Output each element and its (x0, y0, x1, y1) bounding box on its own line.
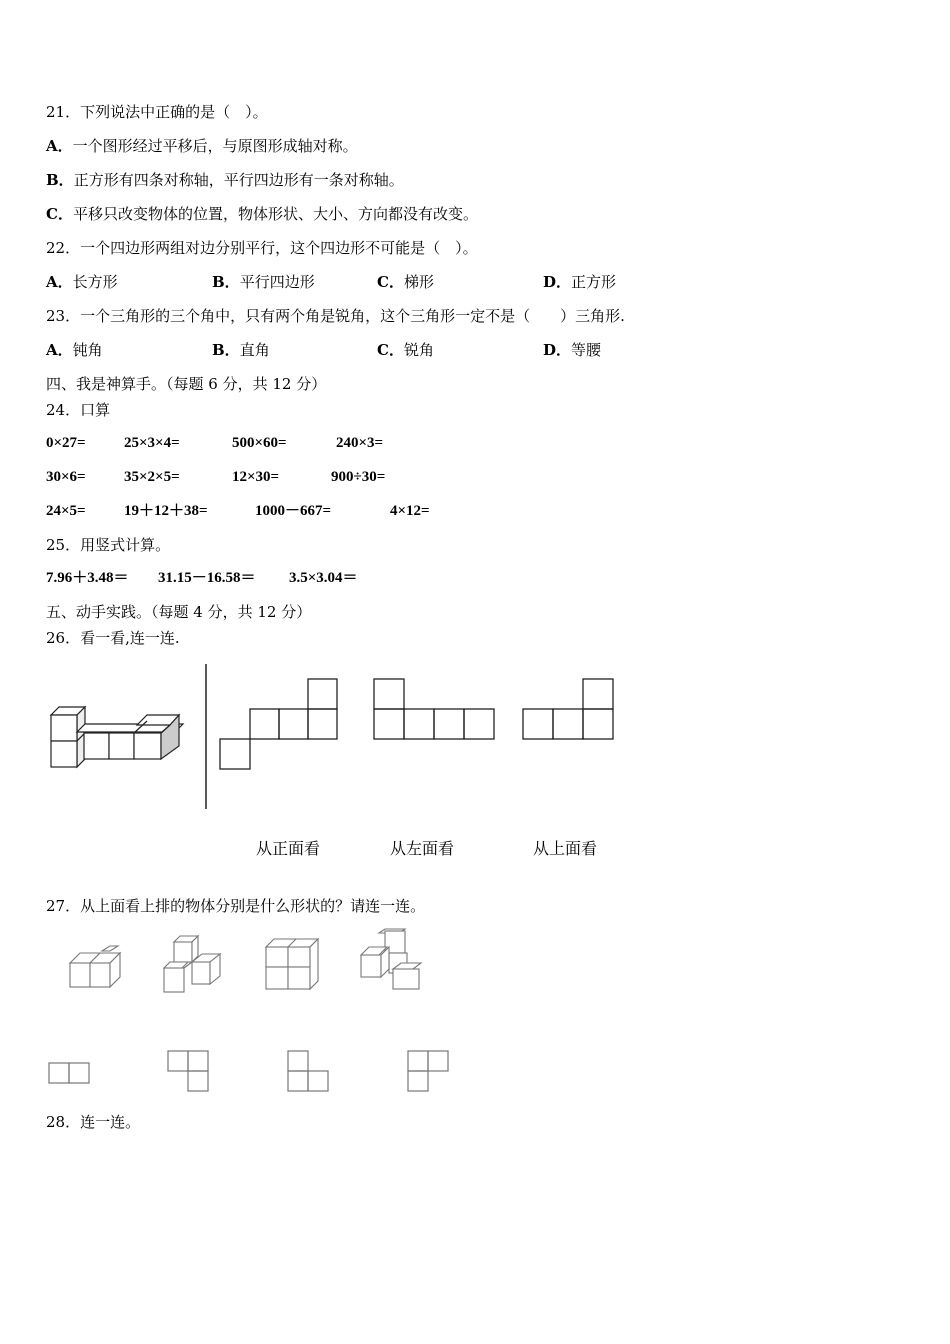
q21-option-a: A．一个图形经过平移后，与原图形成轴对称。 (46, 137, 358, 155)
q26-solid-figure (46, 700, 186, 775)
q22-option-d: D．正方形 (543, 273, 617, 291)
q23-stem: 23．一个三角形的三个角中，只有两个角是锐角，这个三角形一定不是（ ）三角形. (46, 307, 625, 325)
q25-item: 3.5×3.04＝ (289, 570, 358, 586)
section-5-heading: 五、动手实践。（每题 4 分，共 12 分） (46, 603, 312, 621)
q24-item: 0×27= (46, 435, 86, 451)
q26-view-figure-2 (372, 678, 498, 742)
q24-item: 1000－667= (255, 503, 332, 519)
q21-stem: 21．下列说法中正确的是（ ）。 (46, 103, 268, 121)
q24-stem: 24．口算 (46, 401, 111, 419)
q27-stem: 27．从上面看上排的物体分别是什么形状的？请连一连。 (46, 897, 426, 915)
q27-solid-4 (359, 929, 425, 993)
q23-option-b: B．直角 (212, 341, 270, 359)
q28-stem: 28．连一连。 (46, 1113, 141, 1131)
q22-option-a: A．长方形 (46, 273, 118, 291)
q24-item: 240×3= (336, 435, 384, 451)
q23-option-c: C．锐角 (377, 341, 434, 359)
q27-view-3 (286, 1049, 330, 1093)
q27-view-1 (47, 1061, 91, 1085)
q21-option-c: C．平移只改变物体的位置，物体形状、大小、方向都没有改变。 (46, 205, 478, 223)
q24-item: 12×30= (232, 469, 280, 485)
q24-item: 24×5= (46, 503, 86, 519)
q24-item: 900÷30= (331, 469, 386, 485)
q27-view-4 (406, 1049, 450, 1093)
q27-solid-2 (162, 934, 226, 996)
q25-item: 7.96＋3.48＝ (46, 570, 129, 586)
q25-item: 31.15－16.58＝ (158, 570, 256, 586)
q27-view-2 (166, 1049, 210, 1093)
q26-view-figure-3 (521, 678, 617, 742)
q26-view-figure-1 (218, 678, 342, 772)
q27-solid-1 (68, 945, 126, 993)
q24-item: 4×12= (390, 503, 430, 519)
q26-caption-front: 从正面看 (256, 839, 321, 858)
q21-option-b: B．正方形有四条对称轴，平行四边形有一条对称轴。 (46, 171, 404, 189)
q22-option-c: C．梯形 (377, 273, 434, 291)
q24-item: 30×6= (46, 469, 86, 485)
q23-option-a: A．钝角 (46, 341, 103, 359)
q26-caption-top: 从上面看 (533, 839, 598, 858)
q25-stem: 25．用竖式计算。 (46, 536, 171, 554)
section-4-heading: 四、我是神算手。（每题 6 分，共 12 分） (46, 375, 327, 393)
q26-caption-left: 从左面看 (390, 839, 455, 858)
q22-stem: 22．一个四边形两组对边分别平行，这个四边形不可能是（ ）。 (46, 239, 478, 257)
q24-item: 500×60= (232, 435, 287, 451)
q23-option-d: D．等腰 (543, 341, 602, 359)
q22-option-b: B．平行四边形 (212, 273, 315, 291)
q26-stem: 26．看一看,连一连. (46, 629, 180, 647)
q26-divider (204, 664, 208, 809)
q24-item: 19＋12＋38= (124, 503, 208, 519)
q27-solid-3 (264, 937, 322, 993)
q24-item: 35×2×5= (124, 469, 180, 485)
q24-item: 25×3×4= (124, 435, 180, 451)
